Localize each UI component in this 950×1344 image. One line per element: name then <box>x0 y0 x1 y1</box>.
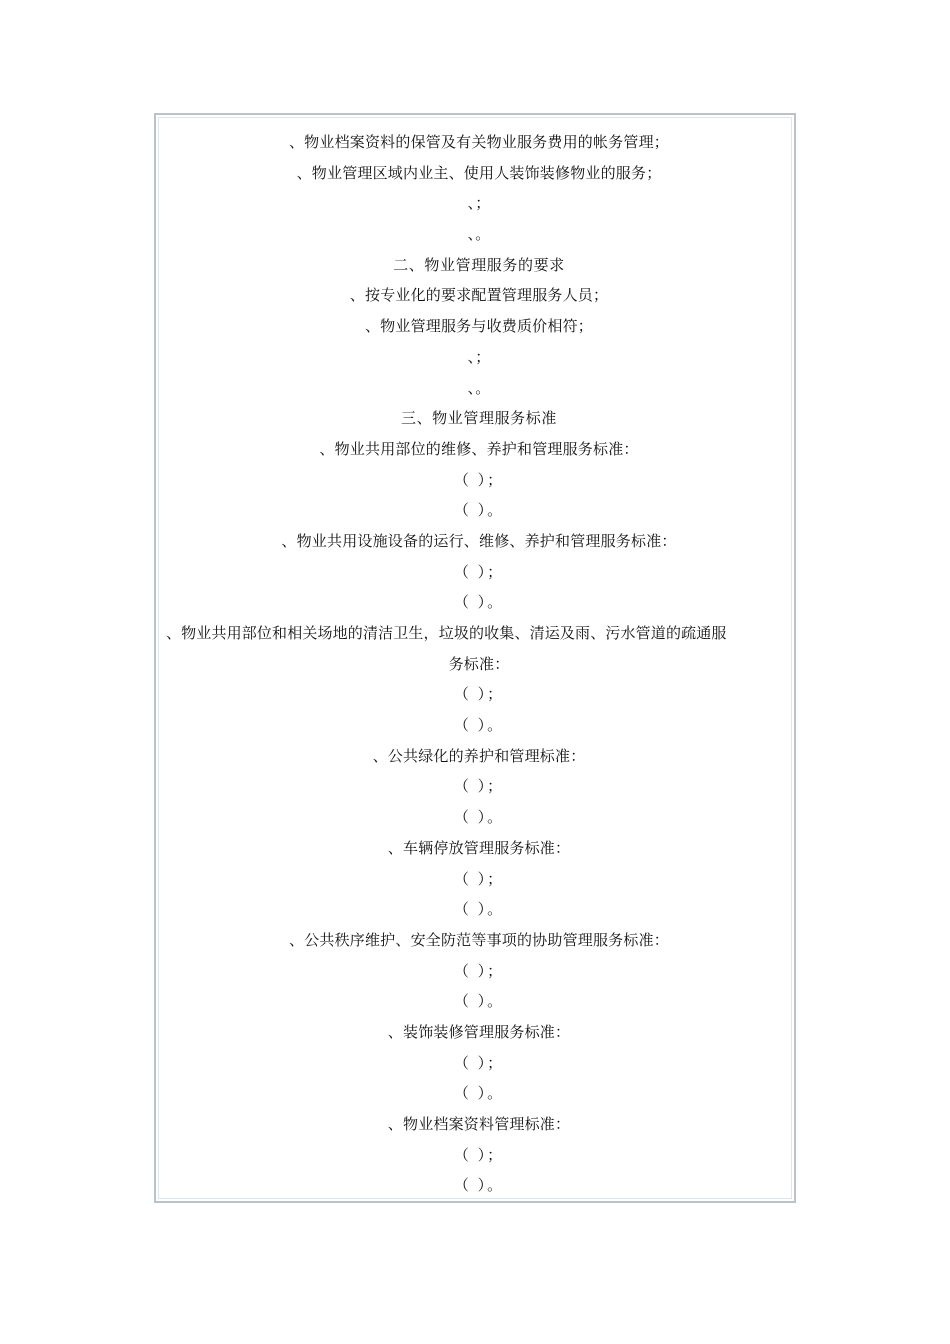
document-line: 、公共秩序维护、安全防范等事项的协助管理服务标准： <box>288 930 669 949</box>
document-line: （ ）； <box>453 470 505 489</box>
section-heading: 三、物业管理服务标准 <box>400 409 557 428</box>
document-line: 、物业共用部位和相关场地的清洁卫生，垃圾的收集、清运及雨、污水管道的疏通服 <box>166 624 727 642</box>
document-line: 、物业管理服务与收费质价相符； <box>364 317 593 336</box>
document-line: 、物业档案资料管理标准： <box>387 1115 571 1133</box>
document-line: 、物业共用设施设备的运行、维修、养护和管理服务标准： <box>281 531 677 550</box>
document-line: （ ）； <box>453 961 505 980</box>
document-line: 、物业共用部位的维修、养护和管理服务标准： <box>319 439 639 458</box>
document-line: 、； <box>467 347 491 366</box>
document-line: 、物业管理区域内业主、使用人装饰装修物业的服务； <box>296 163 662 182</box>
document-line: 、。 <box>467 378 491 397</box>
document-line: 、物业档案资料的保管及有关物业服务费用的帐务管理； <box>288 133 669 151</box>
document-line: （ ）。 <box>453 900 505 919</box>
document-line: （ ）； <box>453 777 505 796</box>
document-line: 、。 <box>467 225 491 244</box>
document-line: 、公共绿化的养护和管理标准： <box>372 746 586 765</box>
document-line: （ ）； <box>453 685 505 704</box>
document-line: （ ）； <box>453 1053 505 1072</box>
document-line: （ ）。 <box>453 992 505 1011</box>
document-line: （ ）。 <box>453 501 505 520</box>
section-heading: 二、物业管理服务的要求 <box>393 255 565 274</box>
document-line: 、按专业化的要求配置管理服务人员； <box>349 286 609 305</box>
document-line: 、车辆停放管理服务标准： <box>387 838 571 857</box>
document-line: （ ）； <box>453 1145 505 1164</box>
document-line: 、； <box>467 194 491 213</box>
document-line: （ ）； <box>453 869 505 888</box>
document-line: 务标准： <box>448 654 510 673</box>
document-line: （ ）。 <box>453 808 505 827</box>
document-line: （ ）。 <box>453 593 505 612</box>
document-line: （ ）。 <box>453 1084 505 1103</box>
document-line: （ ）。 <box>453 716 505 735</box>
document-line: （ ）。 <box>453 1176 505 1195</box>
document-line: （ ）； <box>453 562 505 581</box>
document-line: 、装饰装修管理服务标准： <box>387 1022 571 1041</box>
document-body <box>166 127 792 1201</box>
